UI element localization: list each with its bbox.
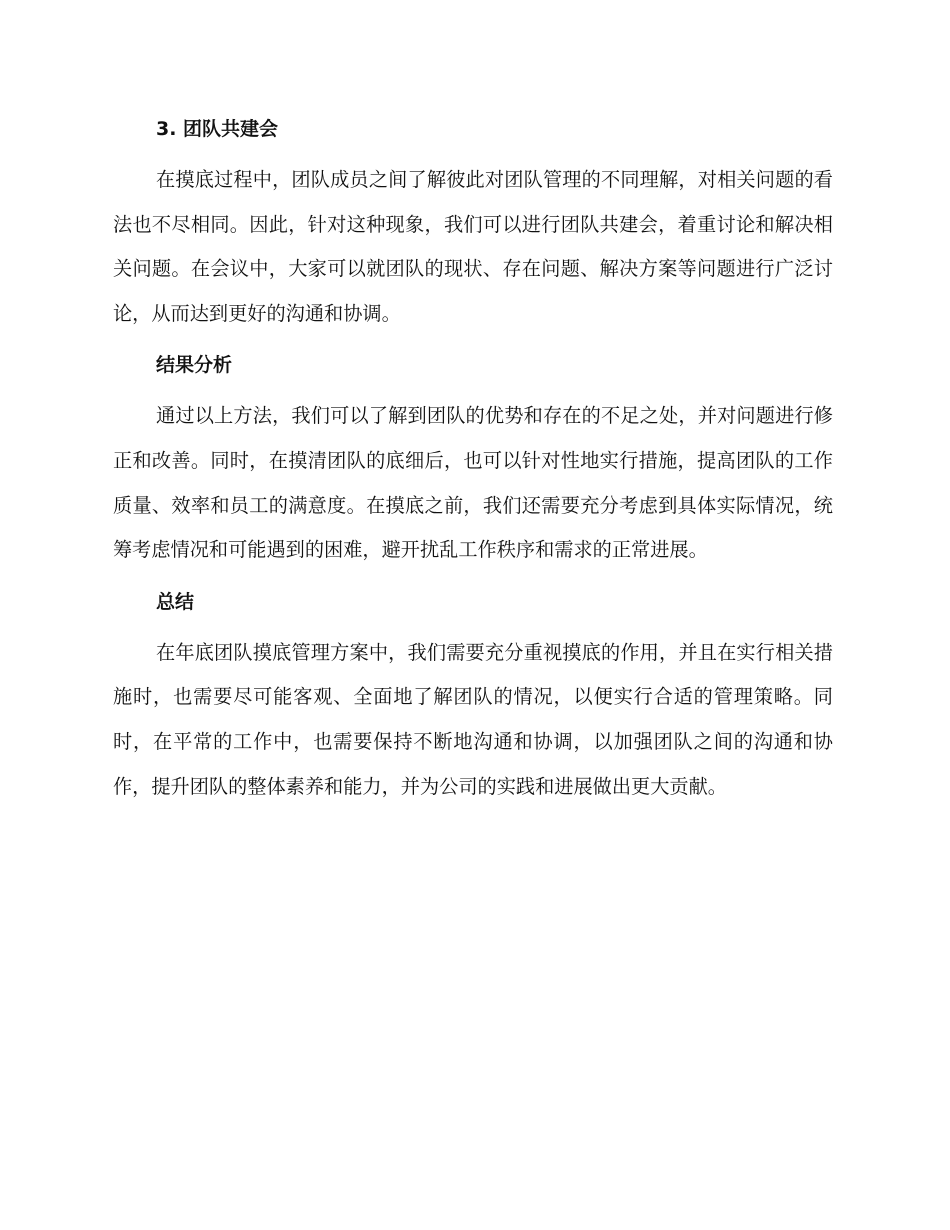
document-page xyxy=(113,112,833,821)
section-heading-results-analysis: 结果分析 xyxy=(156,354,233,377)
section-body-summary: 在年底团队摸底管理方案中，我们需要充分重视摸底的作用，并且在实行相关措施时，也需要尽可能客观、全面地了解团队的情况，以便实行合适的管理策略。同时，在平常的工作中，也需要保持不断地沟通和协调，以加强团队之间的沟通和协作，提升团队的整体素养和能力，并为公司的实践和进展做出更大贡献。 xyxy=(113,640,833,798)
section-heading-summary: 总结 xyxy=(156,590,195,613)
section-body-results-analysis: 通过以上方法，我们可以了解到团队的优势和存在的不足之处，并对问题进行修正和改善。同时，在摸清团队的底细后，也可以针对性地实行措施，提高团队的工作质量、效率和员工的满意度。在摸底之前，我们还需要充分考虑到具体实际情况，统筹考虑情况和可能遇到的困难，避开扰乱工作秩序和需求的正常进展。 xyxy=(113,404,833,562)
section-body-team-building: 在摸底过程中，团队成员之间了解彼此对团队管理的不同理解，对相关问题的看法也不尽相同。因此，针对这种现象，我们可以进行团队共建会，着重讨论和解决相关问题。在会议中，大家可以就团队的现状、存在问题、解决方案等问题进行广泛讨论，从而达到更好的沟通和协调。 xyxy=(113,168,833,325)
section-heading-team-building: 3. 团队共建会 xyxy=(156,118,279,140)
